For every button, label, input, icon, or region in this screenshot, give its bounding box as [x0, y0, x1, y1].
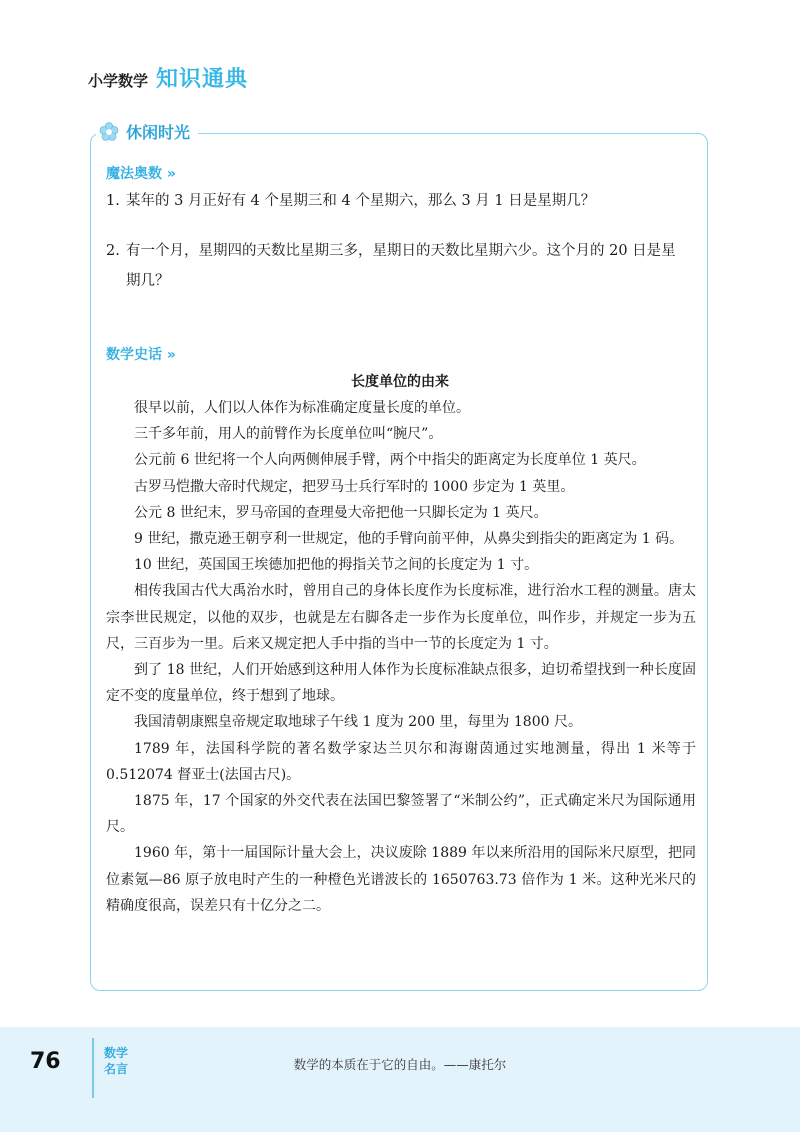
- section-heading-magic-math: [106, 163, 176, 183]
- question-2: [106, 236, 696, 296]
- flower-icon: [98, 121, 120, 143]
- footer-quote: 数学的本质在于它的自由。——康托尔: [293, 1057, 507, 1072]
- paragraph: 我国清朝康熙皇帝规定取地球子午线 1 度为 200 里，每里为 1800 尺。: [134, 714, 582, 731]
- paragraph: 10 世纪，英国国王埃德加把他的拇指关节之间的长度定为 1 寸。: [134, 557, 539, 574]
- paragraph: 相传我国古代大禹治水时，曾用自己的身体长度作为长度标准，进行治水工程的测量。唐太宗李世民规定，以他的双步，也就是左右脚各走一步作为长度单位，叫作步，并规定一步为五尺，三百步为一里。后来又规定把人手中指的当中一节的长度定为 1 寸。: [106, 583, 696, 652]
- paragraph: 1960 年，第十一届国际计量大会上，决议废除 1889 年以来所沿用的国际米尺原型，把同位素氪—86 原子放电时产生的一种橙色光谱波长的 1650763.73 倍作为 1 米。这种光米尺的精确度很高，误差只有十亿分之二。: [106, 845, 696, 914]
- footer-label-line: 名言: [104, 1062, 129, 1076]
- double-chevron-icon: »: [166, 166, 176, 182]
- paragraph: 1875 年，17 个国家的外交代表在法国巴黎签署了“米制公约”，正式确定米尺为国际通用尺。: [106, 793, 696, 836]
- paragraph: 9 世纪，撒克逊王朝亨利一世规定，他的手臂向前平伸，从鼻尖到指尖的距离定为 1 码。: [134, 531, 684, 548]
- box-title-label: 休闲时光: [126, 123, 191, 142]
- question-text: 某年的 3 月正好有 4 个星期三和 4 个星期六，那么 3 月 1 日是星期几？: [126, 193, 596, 209]
- section-heading-math-history: [106, 344, 176, 364]
- paragraph: 1789 年，法国科学院的著名数学家达兰贝尔和海谢茵通过实地测量，得出 1 米等于 0.512074 督亚士(法国古尺)。: [106, 740, 696, 783]
- question-text-continued: 期几？: [126, 273, 170, 289]
- question-number: 2.: [106, 243, 120, 259]
- question-text: 有一个月，星期四的天数比星期三多，星期日的天数比星期六少。这个月的 20 日是星: [126, 243, 676, 259]
- page-footer: [0, 1027, 800, 1132]
- paragraph: 公元 8 世纪末，罗马帝国的查理曼大帝把他一只脚长定为 1 英尺。: [134, 504, 548, 521]
- book-title: 知识通典: [156, 67, 249, 92]
- page-header: [88, 62, 248, 93]
- paragraph: 古罗马恺撒大帝时代规定，把罗马士兵行军时的 1000 步定为 1 英里。: [134, 478, 575, 495]
- story-body: [106, 395, 696, 919]
- paragraph: 公元前 6 世纪将一个人向两侧伸展手臂，两个中指尖的距离定为长度单位 1 英尺。: [134, 452, 646, 469]
- series-title: 小学数学: [88, 72, 149, 90]
- question-number: 1.: [106, 193, 120, 209]
- paragraph: 到了 18 世纪，人们开始感到这种用人体作为长度标准缺点很多，迫切希望找到一种长度固定不变的度量单位，终于想到了地球。: [106, 662, 696, 705]
- paragraph: 很早以前，人们以人体作为标准确定度量长度的单位。: [134, 400, 470, 416]
- story-title: 长度单位的由来: [351, 374, 449, 390]
- double-chevron-icon: »: [166, 347, 176, 363]
- section-heading-label: 数学史话: [106, 347, 162, 363]
- question-1: [106, 186, 696, 216]
- page-number: 76: [30, 1049, 61, 1074]
- box-title: [96, 120, 198, 143]
- section-heading-label: 魔法奥数: [106, 166, 162, 182]
- paragraph: 三千多年前，用人的前臂作为长度单位叫“腕尺”。: [134, 426, 443, 443]
- footer-label-line: 数学: [104, 1046, 129, 1060]
